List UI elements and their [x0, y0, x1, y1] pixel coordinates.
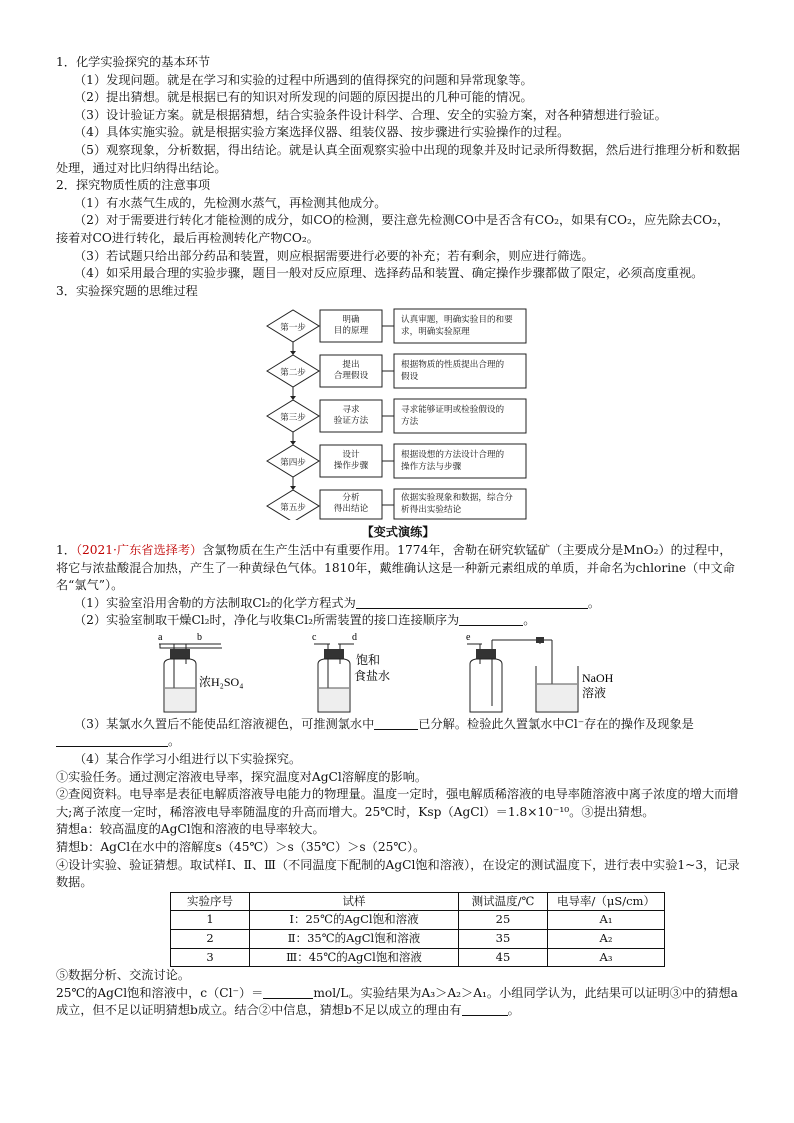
flow-step-4-box [320, 450, 382, 472]
table-cell: Ⅰ：25℃的AgCl饱和溶液 [250, 911, 459, 930]
flow-step-3-box [320, 405, 382, 427]
flow-step-4-desc [401, 449, 504, 473]
thinking-flowchart [56, 302, 740, 520]
part-1-end: 。 [587, 595, 600, 610]
flow-step-2-desc [401, 359, 504, 383]
flow-step-5-desc [401, 492, 513, 516]
flow-step-1-desc-line-2: 求，明确实验原理 [401, 327, 470, 338]
flow-step-5-label: 第五步 [280, 503, 306, 514]
conclusion-text-b: mol/L。实验结果为A₃＞A₂＞A₁。小组同学认为，此结果可以证明③中的猜想a成立，但不足以证明猜想b成立。结合②中信息，猜想b不足以成立的理由有 [56, 985, 738, 1018]
answer-blank-3[interactable] [374, 717, 418, 730]
apparatus-diagram [56, 630, 740, 716]
question-stem: 含氯物质在生产生活中有重要作用。1774年，舍勒在研究软锰矿（主要成分是MnO₂）的过程中，将它与浓盐酸混合加热，产生了一种黄绿色气体。1810年，戴维确认这是一种新元素组成的单质，并命名为chlorine（中文命名“氯气”）。 [56, 542, 735, 593]
part-3-text-a: （3）某氯水久置后不能使品红溶液褪色，可推测氯水中 [74, 716, 375, 731]
flow-step-5-desc-line-2: 析得出实验结论 [401, 505, 462, 516]
flow-step-5-box-line-1: 分析 [342, 493, 360, 504]
part-2-end: 。 [523, 613, 536, 628]
part-3-end: 。 [168, 734, 181, 749]
table-cell: 1 [171, 911, 250, 930]
section-3-title: 3．实验探究题的思维过程 [56, 283, 198, 298]
flow-step-5-desc-line-1: 依据实验现象和数据，综合分 [401, 493, 513, 504]
conclusion-end: 。 [507, 1003, 520, 1018]
part-4-analysis: ⑤数据分析、交流讨论。 [56, 968, 191, 983]
flow-step-1-box-line-1: 明确 [342, 315, 360, 326]
answer-blank-4[interactable] [56, 734, 168, 747]
s1-item-5: （5）观察现象，分析数据，得出结论。就是认真全面观察实验中出现的现象并及时记录所得数据，然后进行推理分析和数据处理，通过对比归纳得出结论。 [56, 142, 740, 175]
table-cell: 35 [459, 930, 548, 949]
flow-step-4-box-line-2: 操作步骤 [333, 461, 369, 472]
flow-step-4-desc-line-2: 操作方法与步骤 [401, 462, 462, 473]
table-row [171, 911, 665, 930]
port-e-label: e [466, 631, 471, 643]
flow-step-2-box [320, 360, 382, 382]
s2-item-3: （3）若试题只给出部分药品和装置，则应根据需要进行必要的补充；若有剩余，则应进行筛选。 [74, 248, 594, 263]
part-4-conclusion [56, 985, 740, 1020]
beaker-naoh [536, 666, 614, 712]
flow-step-2-desc-line-1: 根据物质的性质提出合理的 [401, 360, 505, 371]
part-1 [56, 595, 740, 613]
conclusion-text-a: 25℃的AgCl饱和溶液中，c（Cl⁻）＝ [56, 985, 264, 1000]
hypothesis-b: 猜想b：AgCl在水中的溶解度s（45℃）＞s（35℃）＞s（25℃）。 [56, 840, 426, 855]
flow-step-5-box [320, 493, 382, 515]
part-4-task: ①实验任务。通过测定溶液电导率，探究温度对AgCl溶解度的影响。 [56, 769, 428, 784]
reagent-brine-label-2: 食盐水 [354, 668, 391, 683]
table-header-row [171, 892, 665, 911]
flow-step-5-box-line-2: 得出结论 [333, 504, 369, 515]
table-header: 电导率/（μS/cm） [548, 892, 665, 911]
reagent-naoh-label-2: 溶液 [582, 685, 607, 700]
answer-blank-5[interactable] [263, 986, 313, 999]
part-3-text-b: 已分解。检验此久置氯水中Cl⁻存在的操作及现象是 [418, 716, 694, 731]
part-2-text: （2）实验室制取干燥Cl₂时，净化与收集Cl₂所需装置的接口连接顺序为 [74, 613, 460, 628]
table-cell: 3 [171, 948, 250, 967]
s1-item-4: （4）具体实施实验。就是根据实验方案选择仪器、组装仪器、按步骤进行实验操作的过程。 [74, 125, 570, 140]
flow-step-3-desc-line-2: 方法 [401, 417, 419, 428]
apparatus-svg [56, 630, 740, 716]
question-1-text [56, 542, 740, 595]
table-cell: 25 [459, 911, 548, 930]
table-cell: A₁ [548, 911, 665, 930]
reagent-brine-label-1: 饱和 [356, 652, 381, 667]
s1-item-2: （2）提出猜想。就是根据已有的知识对所发现的问题的原因提出的几种可能的情况。 [74, 90, 533, 105]
table-cell: 45 [459, 948, 548, 967]
question-number: 1． [56, 542, 76, 557]
flow-step-1-box [320, 315, 382, 337]
bottle-saturated-brine [312, 632, 390, 712]
table-row [171, 948, 665, 967]
experiment-table [170, 892, 665, 967]
s2-item-4: （4）如采用最合理的实验步骤，题目一般对反应原理、选择药品和装置、确定操作步骤都做了限定，必须高度重视。 [74, 266, 704, 281]
hypothesis-a: 猜想a：较高温度的AgCl饱和溶液的电导率较大。 [56, 822, 325, 837]
part-1-text: （1）实验室沿用舍勒的方法制取Cl₂的化学方程式为 [74, 595, 356, 610]
s1-item-3: （3）设计验证方案。就是根据猜想，结合实验条件设计科学、合理、安全的实验方案，对各种猜想进行验证。 [74, 107, 667, 122]
reagent-sulfuric-acid-label: 浓H₂SO₄ [199, 674, 244, 689]
flow-step-3-label: 第三步 [280, 413, 306, 424]
table-cell: A₃ [548, 948, 665, 967]
port-a-label: a [158, 631, 163, 643]
part-4-reference: ②查阅资料。电导率是表征电解质溶液导电能力的物理量。温度一定时，强电解质稀溶液的电导率随溶液中离子浓度的增大而增大;离子浓度一定时，稀溶液电导率随温度的升高而增大。25℃时，Ksp（AgCl）＝1.8×10⁻¹⁰。③提出猜想。 [56, 787, 739, 819]
document-page [56, 54, 740, 1020]
port-c-label: c [312, 631, 317, 643]
table-cell: Ⅱ：35℃的AgCl饱和溶液 [250, 930, 459, 949]
question-source: （2021·广东省选择考） [75, 542, 203, 557]
s1-item-1: （1）发现问题。就是在学习和实验的过程中所遇到的值得探究的问题和异常现象等。 [74, 72, 533, 87]
table-header: 试样 [250, 892, 459, 911]
table-row [171, 930, 665, 949]
flow-step-2-box-line-2: 合理假设 [333, 371, 369, 382]
section-2-title: 2．探究物质性质的注意事项 [56, 178, 211, 193]
flow-step-1-box-line-2: 目的原理 [333, 326, 369, 337]
flow-step-2-desc-line-2: 假设 [401, 372, 419, 383]
part-4-design: ④设计实验、验证猜想。取试样Ⅰ、Ⅱ、Ⅲ（不同温度下配制的AgCl饱和溶液），在设定的测试温度下，进行表中实验1~3，记录数据。 [56, 857, 740, 890]
s2-item-1: （1）有水蒸气生成的，先检测水蒸气，再检测其他成分。 [74, 195, 387, 210]
answer-blank-6[interactable] [462, 1003, 508, 1016]
flow-step-1-label: 第一步 [280, 323, 306, 334]
bottle-concentrated-sulfuric-acid [158, 632, 243, 712]
flow-step-3-box-line-2: 验证方法 [333, 416, 369, 427]
table-header: 测试温度/℃ [459, 892, 548, 911]
flow-step-2-box-line-1: 提出 [342, 360, 360, 371]
flow-step-2-label: 第二步 [280, 368, 306, 379]
s2-item-2: （2）对于需要进行转化才能检测的成分，如CO的检测，要注意先检测CO中是否含有CO₂，如果有CO₂，应先除去CO₂，接着对CO进行转化，最后再检测转化产物CO₂。 [56, 213, 730, 245]
port-b-label: b [197, 631, 202, 643]
reagent-naoh-label-1: NaOH [582, 670, 614, 685]
flowchart-shapes [56, 302, 740, 520]
table-header: 实验序号 [171, 892, 250, 911]
answer-blank-1[interactable] [356, 596, 588, 609]
flow-step-1-desc [401, 314, 513, 338]
flow-step-4-desc-line-1: 根据设想的方法设计合理的 [401, 450, 505, 461]
flow-step-4-label: 第四步 [280, 458, 306, 469]
table-cell: A₂ [548, 930, 665, 949]
port-d-label: d [352, 631, 357, 643]
flow-step-4-box-line-1: 设计 [342, 450, 360, 461]
flow-step-3-desc [401, 404, 504, 428]
flow-step-3-box-line-1: 寻求 [342, 405, 360, 416]
practice-heading: 【变式演练】 [361, 525, 435, 540]
answer-blank-2[interactable] [459, 613, 523, 626]
section-1-title: 1．化学实验探究的基本环节 [56, 55, 211, 69]
flow-step-3-desc-line-1: 寻求能够证明或检验假设的 [401, 405, 505, 416]
part-3 [56, 716, 740, 751]
part-2 [56, 612, 740, 630]
flow-step-1-desc-line-1: 认真审题，明确实验目的和要 [401, 315, 513, 326]
table-cell: 2 [171, 930, 250, 949]
part-4: （4）某合作学习小组进行以下实验探究。 [74, 752, 302, 767]
table-cell: Ⅲ：45℃的AgCl饱和溶液 [250, 948, 459, 967]
